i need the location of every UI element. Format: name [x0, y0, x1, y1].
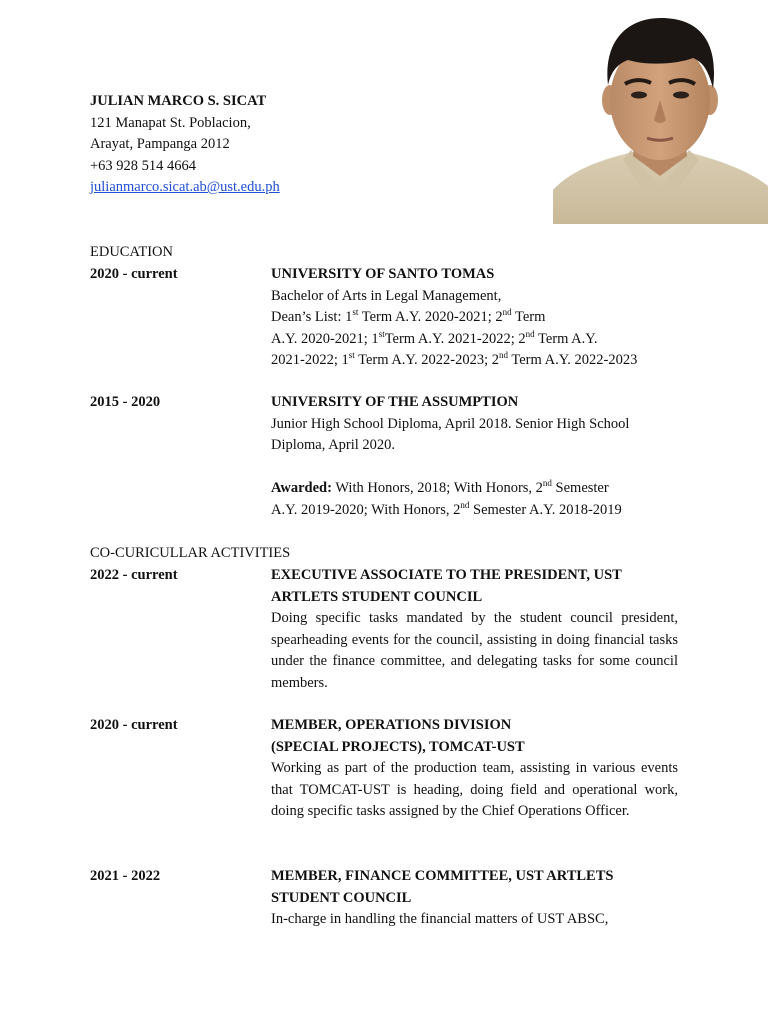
activity-entry	[90, 866, 678, 931]
role-title-line-2: STUDENT COUNCIL	[271, 889, 412, 906]
phone-number: +63 928 514 4664	[90, 157, 197, 174]
school-name: UNIVERSITY OF THE ASSUMPTION	[271, 394, 519, 410]
role-description: Working as part of the production team, assisting in various events that TOMCAT-UST is heading, doing field and operational work, doing specific tasks assigned by the Chief Operations Officer.	[271, 760, 678, 819]
education-heading: EDUCATION	[90, 244, 173, 260]
awarded-label: Awarded:	[271, 480, 332, 496]
entry-content	[271, 715, 678, 823]
activity-entry	[90, 565, 678, 694]
address-line-1: 121 Manapat St. Poblacion,	[90, 114, 251, 131]
role-title-line-1: MEMBER, FINANCE COMMITTEE, UST ARTLETS	[271, 868, 614, 884]
contact-header	[90, 91, 530, 199]
entry-content	[271, 866, 678, 931]
entry-date: 2022 - current	[90, 567, 178, 583]
role-description: Doing specific tasks mandated by the student council president, spearheading events for the council, assisting in doing financial tasks under the finance committee, and delegating tasks for some council members.	[271, 610, 678, 691]
entry-content	[271, 264, 678, 372]
role-description: In-charge in handling the financial matters of UST ABSC,	[271, 911, 609, 927]
entry-content	[271, 392, 678, 521]
entry-date: 2021 - 2022	[90, 868, 161, 884]
role-title-line-2: (SPECIAL PROJECTS), TOMCAT-UST	[271, 738, 525, 755]
role-title-line-2: ARTLETS STUDENT COUNCIL	[271, 588, 483, 605]
entry-content	[271, 565, 678, 694]
entry-date: 2015 - 2020	[90, 394, 161, 410]
awards-line-1: Awarded: With Honors, 2018; With Honors, 2nd Semester	[271, 478, 609, 496]
email-link[interactable]: julianmarco.sicat.ab@ust.edu.ph	[90, 179, 280, 195]
education-entry-ua	[90, 392, 678, 521]
awards-line-2: A.Y. 2019-2020; With Honors, 2nd Semester A.Y. 2018-2019	[271, 499, 622, 518]
deans-list-line-1: Dean’s List: 1st Term A.Y. 2020-2021; 2nd Term	[271, 307, 546, 325]
role-title-line-1: EXECUTIVE ASSOCIATE TO THE PRESIDENT, UST	[271, 567, 622, 583]
address-line-2: Arayat, Pampanga 2012	[90, 136, 230, 152]
activity-entry	[90, 715, 678, 823]
degree: Bachelor of Arts in Legal Management,	[271, 287, 502, 304]
full-name: JULIAN MARCO S. SICAT	[90, 93, 267, 109]
profile-photo	[553, 0, 768, 224]
deans-list-line-3: 2021-2022; 1st Term A.Y. 2022-2023; 2nd Term A.Y. 2022-2023	[271, 350, 638, 368]
entry-date: 2020 - current	[90, 266, 178, 282]
school-name: UNIVERSITY OF SANTO TOMAS	[271, 266, 495, 282]
deans-list-line-2: A.Y. 2020-2021; 1stTerm A.Y. 2021-2022; 2nd Term A.Y.	[271, 328, 598, 347]
education-entry-ust	[90, 264, 678, 372]
activities-heading: CO-CURICULLAR ACTIVITIES	[90, 545, 291, 561]
entry-date: 2020 - current	[90, 717, 178, 733]
diploma-description: Junior High School Diploma, April 2018. Senior High School Diploma, April 2020.	[271, 415, 630, 453]
role-title-line-1: MEMBER, OPERATIONS DIVISION	[271, 717, 512, 733]
